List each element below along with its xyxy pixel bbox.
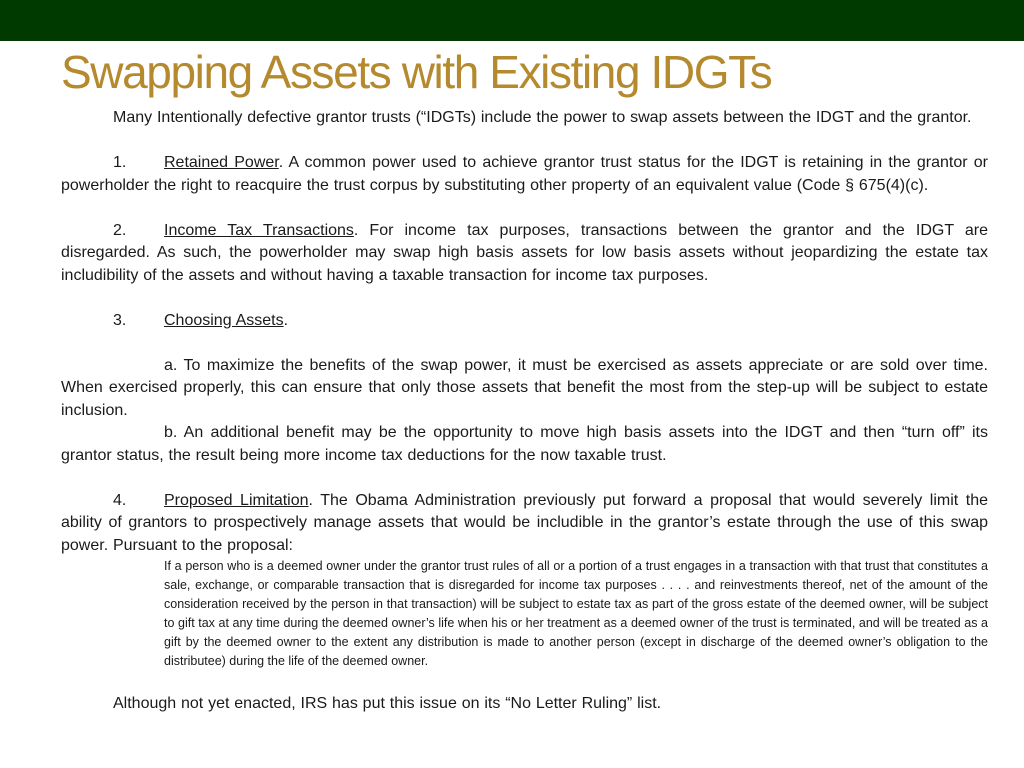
proposal-quote: If a person who is a deemed owner under the grantor trust rules of all or a portion of a trust engages in a transaction with that trust that constitutes a sale, exchange, or comparable transaction that is disregarded for income tax purposes . . . . and reinvestments thereof, net of the amount of the consideration received by the person in that transaction) will be subject to estate tax as part of the gross estate of the deemed owner, will be subject to gift tax at any time during the deemed owner’s life when his or her treatment as a deemed owner of the trust is terminated, and will be treated as a gift by the deemed owner to the extent any distribution is made to another person (except in discharge of the deemed owner’s obligation to the distributee) during the life of the deemed owner. [164, 559, 988, 668]
item-text: . For income tax purposes, transactions between the grantor and the IDGT are disregarded. As such, the powerholder may swap high basis assets for low basis assets without jeopardizing the estate tax includibility of the assets and without having a taxable transaction for income tax purposes. [61, 221, 988, 284]
item-text: . [283, 311, 289, 329]
sub-point-b-text: b. An additional benefit may be the opportunity to move high basis assets into the IDGT and then “turn off” its grantor status, the result being more income tax deductions for the now taxable trust. [61, 424, 988, 464]
item-heading: Choosing Assets [164, 311, 284, 329]
sub-point-b [61, 422, 988, 467]
item-number: 1. [113, 154, 127, 171]
item-choosing-assets [61, 310, 988, 333]
sub-point-a-text: a. To maximize the benefits of the swap power, it must be exercised as assets appreciate or are sold over time. When exercised properly, this can ensure that only those assets that benefit the most from the step-up will be subject to estate inclusion. [61, 356, 988, 419]
closing-text: Although not yet enacted, IRS has put this issue on its “No Letter Ruling” list. [113, 695, 662, 712]
item-number: 3. [113, 311, 127, 329]
closing-paragraph [61, 693, 988, 716]
item-retained-power [61, 152, 988, 197]
item-number: 2. [113, 221, 127, 239]
item-proposed-limitation [61, 490, 988, 558]
item-heading: Income Tax Transactions [164, 221, 354, 239]
item-text: . A common power used to achieve grantor trust status for the IDGT is retaining in the grantor or powerholder the right to reacquire the trust corpus by substituting other property of an equivalent value (Code § 675(4)(c). [61, 154, 988, 194]
sub-point-a [61, 355, 988, 423]
intro-paragraph [61, 107, 988, 130]
slide-body [61, 107, 988, 716]
item-number: 4. [113, 491, 127, 509]
item-income-tax-transactions [61, 220, 988, 288]
item-heading: Proposed Limitation [164, 491, 309, 509]
item-heading: Retained Power [164, 154, 279, 171]
top-bar [0, 0, 1024, 41]
item-text: . The Obama Administration previously put forward a proposal that would severely limit the ability of grantors to prospectively manage assets that would be includible in the grantor’s estate through the use of this swap power. Pursuant to the proposal: [61, 491, 988, 554]
intro-text: Many Intentionally defective grantor trusts (“IDGTs) include the power to swap assets between the IDGT and the grantor. [113, 109, 972, 126]
slide-title: Swapping Assets with Existing IDGTs [61, 46, 772, 98]
